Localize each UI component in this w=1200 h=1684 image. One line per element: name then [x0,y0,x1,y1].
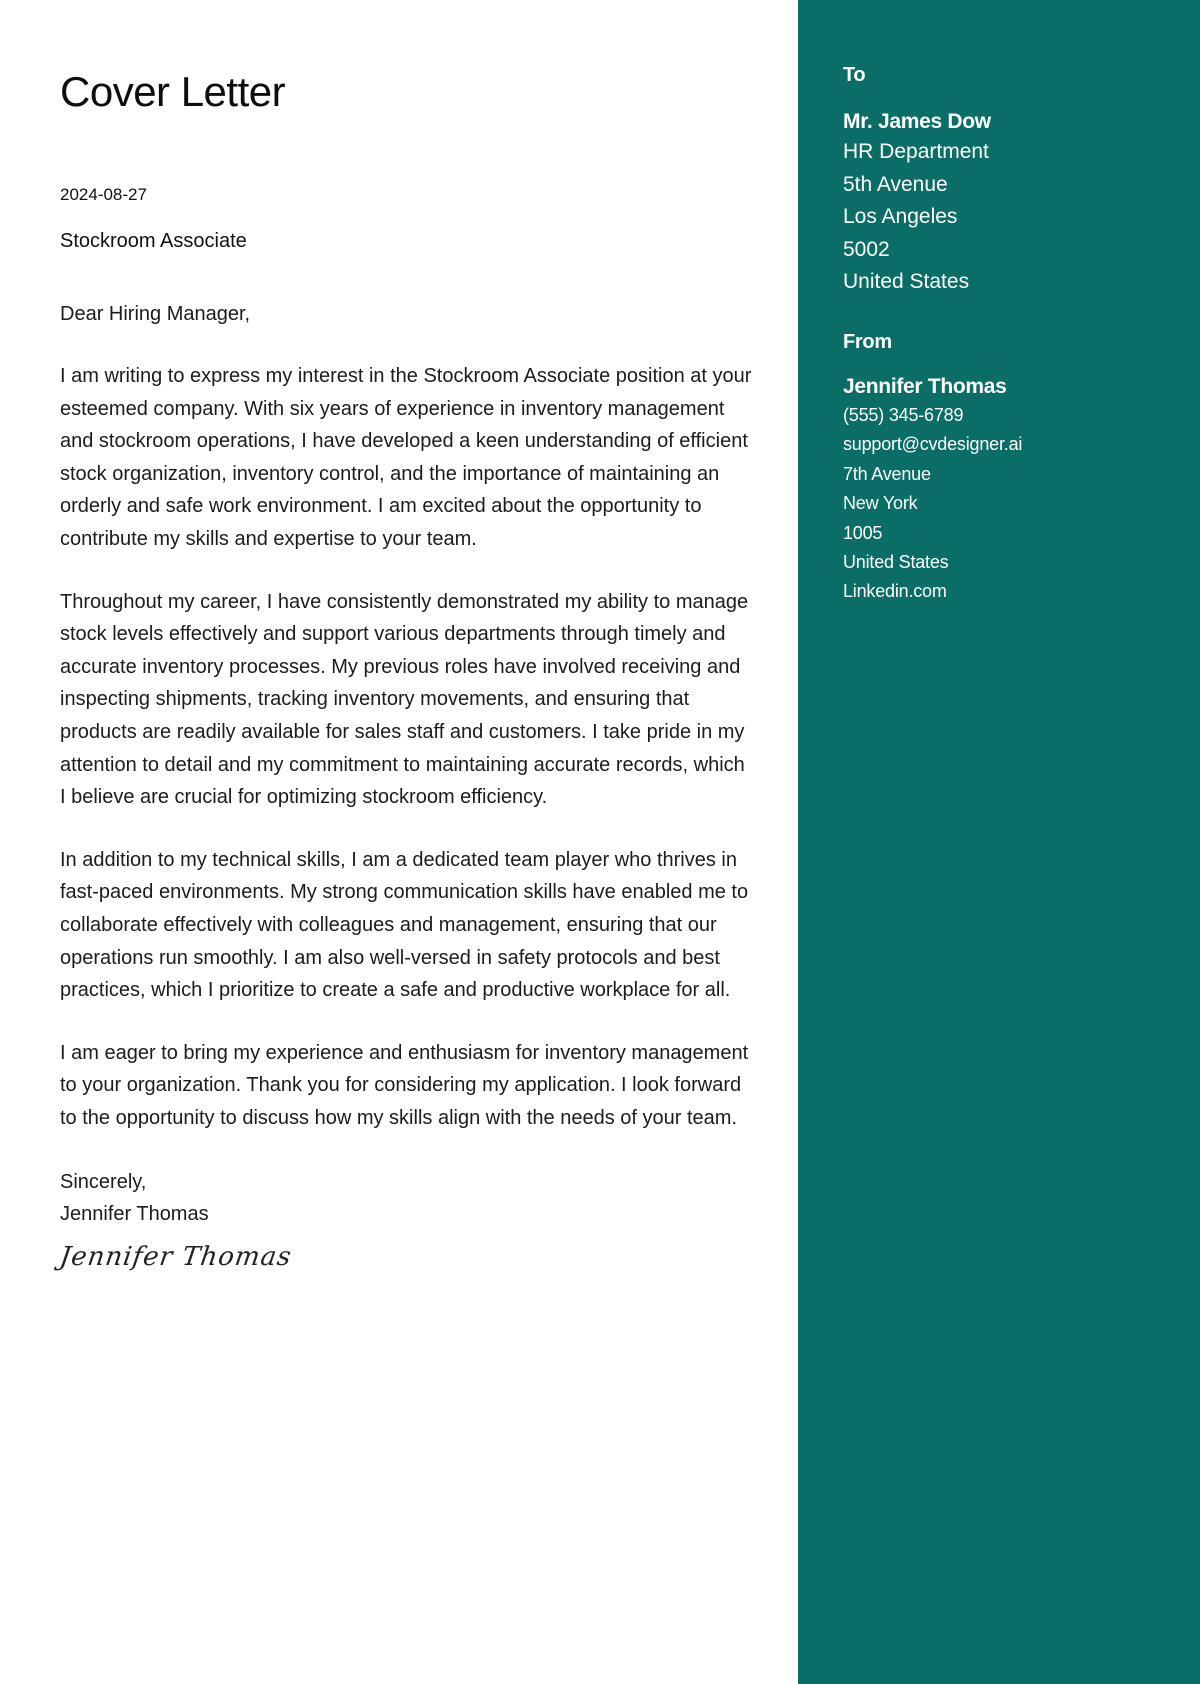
sender-city: New York [843,493,918,514]
sender-full-name: Jennifer Thomas [843,374,1007,398]
paragraph-3: In addition to my technical skills, I am a dedicated team player who thrives in fast-paced environments. My strong communication skills have enabled me to collaborate effectively with colleagues and management, ensuring that our operations run smoothly. I am also well-versed in safety protocols and best practices, which I prioritize to create a safe and productive workplace for all. [60,848,749,1002]
sender-email: support@cvdesigner.ai [843,434,1023,455]
sender-name: Jennifer Thomas [60,1203,209,1226]
recipient-country: United States [843,270,970,294]
closing-block [60,1166,752,1230]
recipient-city: Los Angeles [843,205,958,229]
closing-phrase: Sincerely, [60,1171,147,1194]
job-position: Stockroom Associate [60,230,247,252]
to-label: To [843,64,866,86]
from-label: From [843,330,892,353]
paragraph-2: Throughout my career, I have consistently demonstrated my ability to manage stock levels effectively and support various departments through timely and accurate inventory processes. My previous roles have involved receiving and inspecting shipments, tracking inventory movements, and ensuring that products are readily available for sales staff and customers. I take pride in my attention to detail and my commitment to maintaining accurate records, which I believe are crucial for optimizing stockroom efficiency. [60,590,749,809]
recipient-department: HR Department [843,140,989,163]
sender-website: Linkedin.com [843,581,947,602]
greeting: Dear Hiring Manager, [60,303,251,325]
sender-street: 7th Avenue [843,463,931,484]
recipient-zip: 5002 [843,237,890,261]
sender-phone: (555) 345-6789 [843,404,964,425]
letter-date: 2024-08-27 [60,185,147,204]
signature: Jennifer Thomas [57,1242,294,1273]
paragraph-4: I am eager to bring my experience and enthusiasm for inventory management to your organization. Thank you for considering my application. I look forward to the opportunity to discuss how my skills align with the needs of your team. [60,1041,749,1129]
recipient-street: 5th Avenue [843,172,948,196]
sender-zip: 1005 [843,522,883,543]
page-title: Cover Letter [60,68,286,115]
sender-country: United States [843,552,949,572]
address-sidebar [798,0,1200,1684]
paragraph-1: I am writing to express my interest in the Stockroom Associate position at your esteemed company. With six years of experience in inventory management and stockroom operations, I have developed a keen understanding of efficient stock organization, inventory control, and the importance of maintaining an orderly and safe work environment. I am excited about the opportunity to contribute my skills and expertise to your team. [60,365,752,550]
recipient-name: Mr. James Dow [843,110,991,133]
